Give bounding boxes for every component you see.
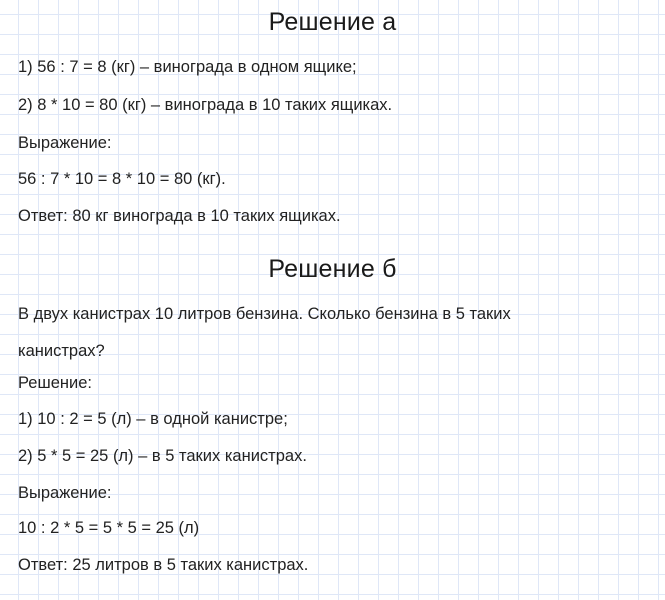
- section-a-expression: 56 : 7 * 10 = 8 * 10 = 80 (кг).: [18, 170, 226, 188]
- section-a-title: Решение а: [268, 8, 397, 36]
- section-a-step-2: 2) 8 * 10 = 80 (кг) – винограда в 10 таких ящиках.: [18, 96, 393, 114]
- section-a-step-1: 1) 56 : 7 = 8 (кг) – винограда в одном ящике;: [18, 58, 357, 76]
- section-b-expression-label: Выражение:: [18, 484, 112, 502]
- section-a-answer: Ответ: 80 кг винограда в 10 таких ящиках.: [18, 207, 341, 225]
- section-b-problem-line-2: канистрах?: [18, 342, 105, 360]
- section-b-title: Решение б: [268, 255, 397, 283]
- section-a-expression-label: Выражение:: [18, 134, 112, 152]
- section-b-step-2: 2) 5 * 5 = 25 (л) – в 5 таких канистрах.: [18, 447, 307, 465]
- section-b-solution-label: Решение:: [18, 374, 92, 392]
- section-b-problem-line-1: В двух канистрах 10 литров бензина. Сколько бензина в 5 таких: [18, 305, 511, 323]
- section-b-step-1: 1) 10 : 2 = 5 (л) – в одной канистре;: [18, 410, 288, 428]
- section-b-expression: 10 : 2 * 5 = 5 * 5 = 25 (л): [18, 519, 200, 537]
- section-b-answer: Ответ: 25 литров в 5 таких канистрах.: [18, 556, 309, 574]
